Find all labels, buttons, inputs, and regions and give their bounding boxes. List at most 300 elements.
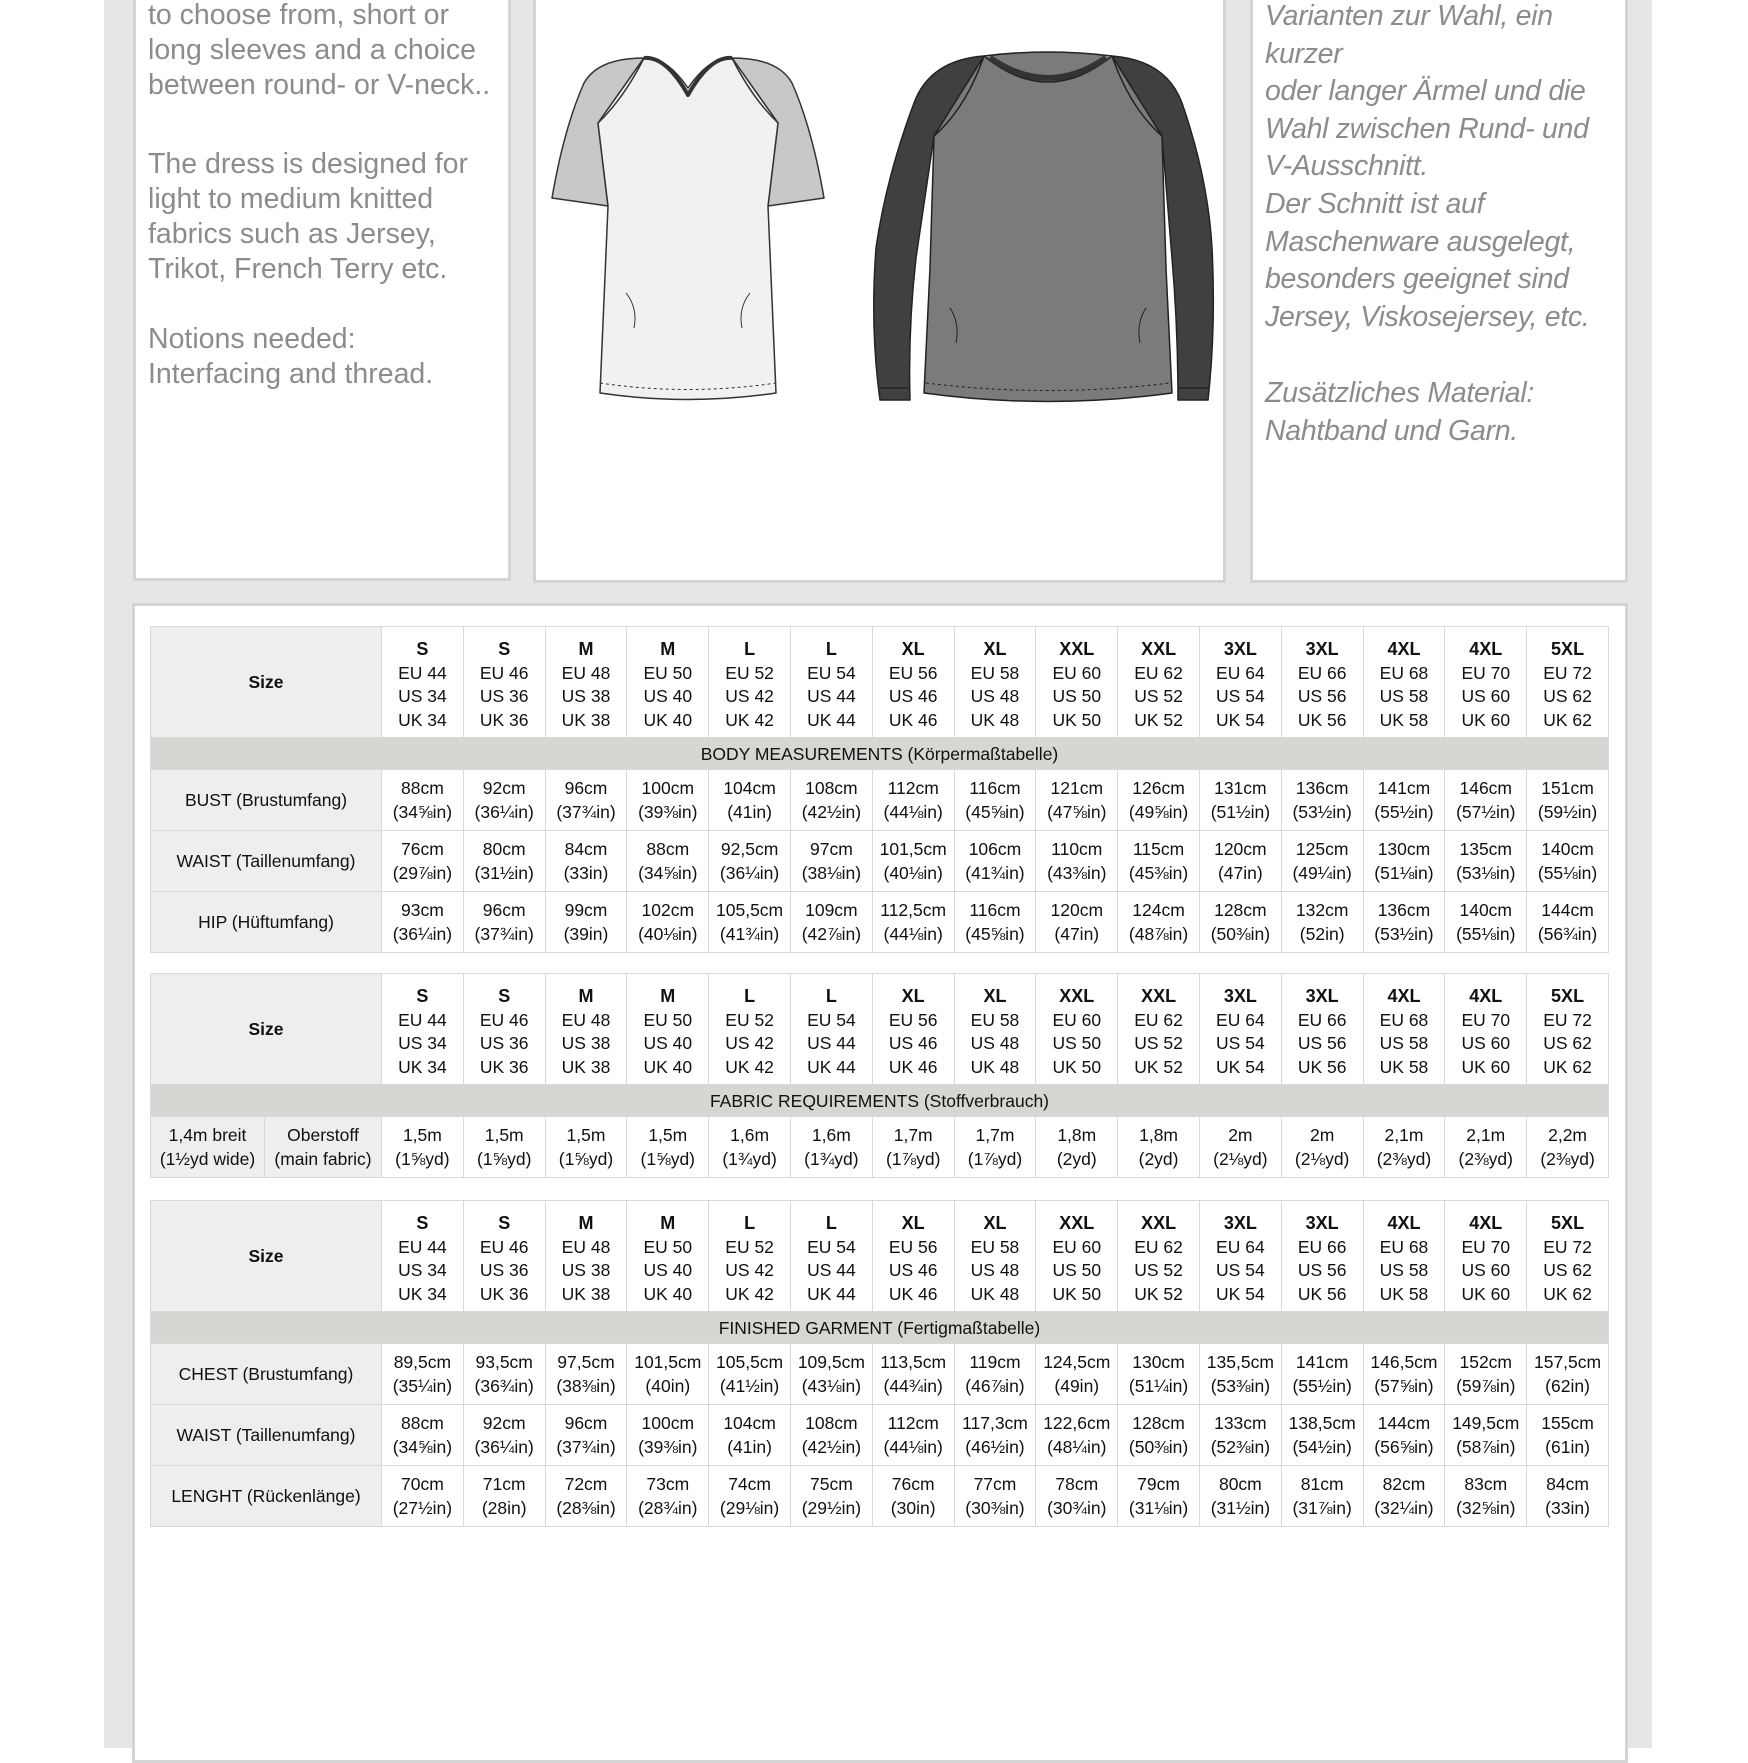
measurement-label: CHEST (Brustumfang) <box>151 1344 382 1405</box>
measurement-cell <box>1363 770 1445 831</box>
value-inches: (51⅛in) <box>1374 863 1434 883</box>
value-inches: (40in) <box>645 1376 691 1396</box>
measurement-cell <box>1363 1344 1445 1405</box>
measurement-cell <box>1036 892 1118 953</box>
size-header-row <box>151 974 1609 1085</box>
measurement-cell <box>872 892 954 953</box>
us-size: US 56 <box>1297 1260 1347 1281</box>
measurement-cell <box>790 1466 872 1527</box>
size-column-header <box>545 627 627 738</box>
size-code: S <box>498 985 511 1006</box>
value-cm: 141cm <box>1377 778 1431 798</box>
measurement-cell <box>1363 1405 1445 1466</box>
size-code: XL <box>983 638 1007 659</box>
german-fabric-note <box>1265 186 1590 336</box>
size-column-header <box>382 1201 464 1312</box>
eu-size: EU 60 <box>1052 662 1102 683</box>
uk-size: UK 58 <box>1379 709 1429 730</box>
value-inches: (61in) <box>1545 1437 1590 1457</box>
us-size: US 58 <box>1379 1260 1429 1281</box>
uk-size: UK 52 <box>1134 1283 1183 1304</box>
us-size: US 46 <box>888 1260 938 1281</box>
size-code: L <box>744 638 756 659</box>
us-size: US 58 <box>1379 1033 1429 1054</box>
measurement-cell <box>1445 831 1527 892</box>
text-line: fabrics such as Jersey, <box>148 218 436 250</box>
value-cm: 76cm <box>401 839 444 859</box>
text-line: The dress is designed for <box>148 148 468 180</box>
uk-size: UK 60 <box>1461 709 1511 730</box>
measurement-cell <box>709 770 791 831</box>
size-column-header <box>790 1201 872 1312</box>
value-cm: 101,5cm <box>879 839 947 859</box>
value-inches: (48⅞in) <box>1128 924 1189 944</box>
english-intro <box>148 0 490 103</box>
value-cm: 80cm <box>1218 1474 1262 1494</box>
german-notions <box>1265 375 1534 450</box>
us-size: US 38 <box>561 686 611 707</box>
value-cm: 72cm <box>564 1474 608 1494</box>
measurement-cell <box>382 770 464 831</box>
value-inches: (33in) <box>1545 1498 1590 1518</box>
value-cm: 112cm <box>887 778 939 798</box>
value-inches: (55½in) <box>1292 1376 1352 1396</box>
value-inches: (53⅛in) <box>1456 863 1516 883</box>
size-code: XXL <box>1141 638 1177 659</box>
uk-size: UK 34 <box>398 709 447 730</box>
value-cm: 77cm <box>973 1474 1017 1494</box>
size-code: XL <box>983 1212 1007 1233</box>
us-size: US 44 <box>807 686 856 707</box>
uk-size: UK 52 <box>1134 1056 1183 1077</box>
value-inches: (41¾in) <box>719 924 780 944</box>
value-inches: (52⅜in) <box>1210 1437 1271 1457</box>
text-line: Varianten zur Wahl, ein kurzer <box>1265 0 1553 70</box>
value-inches: (44¾in) <box>883 1376 943 1396</box>
size-code: S <box>416 638 429 659</box>
value-inches: (27½in) <box>392 1498 453 1518</box>
size-code: XXL <box>1141 1212 1177 1233</box>
section-title-row <box>151 1085 1609 1117</box>
value-cm: 105,5cm <box>716 900 784 920</box>
size-header-row <box>151 1201 1609 1312</box>
size-column-header <box>463 1201 545 1312</box>
english-description-panel <box>133 0 511 581</box>
size-column-header <box>1527 974 1609 1085</box>
value-inches: (42½in) <box>801 1437 862 1457</box>
value-inches: (35¼in) <box>392 1376 453 1396</box>
measurement-cell <box>1036 1344 1118 1405</box>
size-code: 4XL <box>1469 638 1503 659</box>
value-cm: 144cm <box>1541 900 1594 920</box>
value-inches: (55½in) <box>1374 802 1434 822</box>
uk-size: UK 52 <box>1134 709 1183 730</box>
value-inches: (41in) <box>727 802 772 822</box>
uk-size: UK 38 <box>561 1283 611 1304</box>
value-inches: (28in) <box>481 1498 527 1518</box>
us-size: US 60 <box>1461 1260 1511 1281</box>
text-line: Interfacing and thread. <box>148 358 434 390</box>
size-column-header <box>790 627 872 738</box>
value-cm: 112cm <box>887 1413 939 1433</box>
value-cm: 112,5cm <box>880 900 947 920</box>
measurement-cell <box>1118 892 1200 953</box>
measurement-cell <box>627 831 709 892</box>
size-label: Size <box>151 974 382 1085</box>
value-meters: 2,1m <box>1384 1125 1424 1145</box>
us-size: US 34 <box>398 686 447 707</box>
value-inches: (36¼in) <box>474 802 534 822</box>
uk-size: UK 50 <box>1052 709 1102 730</box>
value-cm: 92cm <box>482 778 526 798</box>
value-meters: 1,8m <box>1139 1125 1179 1145</box>
size-column-header <box>1363 1201 1445 1312</box>
us-size: US 42 <box>725 1033 774 1054</box>
size-code: XXL <box>1059 1212 1095 1233</box>
garment-sketches <box>536 0 1223 580</box>
measurement-cell <box>382 892 464 953</box>
value-inches: (36¼in) <box>719 863 780 883</box>
measurement-cell <box>1445 1466 1527 1527</box>
uk-size: UK 48 <box>970 1056 1020 1077</box>
size-code: L <box>825 1212 837 1233</box>
uk-size: UK 42 <box>725 709 774 730</box>
us-size: US 54 <box>1216 686 1265 707</box>
size-code: M <box>660 985 676 1006</box>
fabric-amount-cell <box>1527 1117 1609 1178</box>
size-label: Size <box>151 627 382 738</box>
size-code: L <box>825 985 837 1006</box>
measurement-cell <box>709 892 791 953</box>
measurement-cell <box>1118 1344 1200 1405</box>
value-inches: (49⅝in) <box>1128 802 1189 822</box>
value-cm: 88cm <box>401 778 444 798</box>
value-inches: (47in) <box>1054 924 1100 944</box>
text-line: long sleeves and a choice <box>148 34 476 66</box>
value-yards: (2⅜yd) <box>1458 1149 1513 1169</box>
measurement-cell <box>1118 1405 1200 1466</box>
value-inches: (49¼in) <box>1292 863 1352 883</box>
measurement-cell <box>954 1405 1036 1466</box>
measurement-cell <box>709 1405 791 1466</box>
value-inches: (59⅞in) <box>1456 1376 1516 1396</box>
us-size: US 38 <box>561 1260 611 1281</box>
size-column-header <box>1445 627 1527 738</box>
uk-size: UK 46 <box>888 1283 938 1304</box>
us-size: US 60 <box>1461 1033 1511 1054</box>
value-cm: 92cm <box>482 1413 526 1433</box>
eu-size: EU 46 <box>479 662 529 683</box>
eu-size: EU 46 <box>479 1009 529 1030</box>
value-cm: 128cm <box>1132 1413 1185 1433</box>
value-inches: (48¼in) <box>1047 1437 1107 1457</box>
measurement-cell <box>1199 1405 1281 1466</box>
us-size: US 36 <box>479 1033 529 1054</box>
section-title-row <box>151 1312 1609 1344</box>
uk-size: UK 44 <box>807 1283 856 1304</box>
measurement-cell <box>1527 892 1609 953</box>
value-inches: (40⅛in) <box>883 863 943 883</box>
measurement-cell <box>463 1405 545 1466</box>
value-cm: 133cm <box>1214 1413 1267 1433</box>
measurement-cell <box>1281 1466 1363 1527</box>
fabric-amount-cell <box>1036 1117 1118 1178</box>
eu-size: EU 66 <box>1297 1236 1347 1257</box>
fabric-amount-cell <box>709 1117 791 1178</box>
value-meters: 1,7m <box>893 1125 933 1145</box>
value-yards: (2⅛yd) <box>1213 1149 1268 1169</box>
size-column-header <box>1527 627 1609 738</box>
value-cm: 97,5cm <box>557 1352 615 1372</box>
eu-size: EU 70 <box>1461 1009 1511 1030</box>
us-size: US 36 <box>479 1260 529 1281</box>
size-code: L <box>744 1212 756 1233</box>
value-cm: 135,5cm <box>1206 1352 1274 1372</box>
us-size: US 48 <box>970 1033 1020 1054</box>
value-inches: (39in) <box>563 924 609 944</box>
size-column-header <box>1445 1201 1527 1312</box>
value-inches: (43⅛in) <box>801 1376 862 1396</box>
value-cm: 81cm <box>1300 1474 1344 1494</box>
value-inches: (50⅜in) <box>1210 924 1271 944</box>
us-size: US 50 <box>1052 1260 1102 1281</box>
value-inches: (53½in) <box>1292 802 1352 822</box>
value-meters: 1,6m <box>730 1125 770 1145</box>
value-inches: (31⅛in) <box>1128 1498 1189 1518</box>
measurement-cell <box>1281 1344 1363 1405</box>
measurement-cell <box>1199 892 1281 953</box>
value-inches: (45⅜in) <box>1128 863 1189 883</box>
eu-size: EU 56 <box>888 1009 938 1030</box>
size-column-header <box>545 974 627 1085</box>
measurement-cell <box>545 831 627 892</box>
value-cm: 88cm <box>401 1413 444 1433</box>
measurement-cell <box>1199 1466 1281 1527</box>
eu-size: EU 44 <box>398 662 447 683</box>
fabric-amount-cell <box>1281 1117 1363 1178</box>
text-line: Maschenware ausgelegt, <box>1265 225 1576 258</box>
value-cm: 130cm <box>1377 839 1431 859</box>
size-column-header <box>954 1201 1036 1312</box>
uk-size: UK 58 <box>1379 1056 1429 1077</box>
size-column-header <box>1445 974 1527 1085</box>
size-column-header <box>627 627 709 738</box>
value-cm: 89,5cm <box>393 1352 452 1372</box>
size-column-header <box>1281 1201 1363 1312</box>
value-inches: (51¼in) <box>1128 1376 1189 1396</box>
measurement-cell <box>1036 770 1118 831</box>
us-size: US 42 <box>725 686 774 707</box>
measurement-cell <box>463 1344 545 1405</box>
us-size: US 34 <box>398 1033 447 1054</box>
value-inches: (55⅛in) <box>1456 924 1516 944</box>
value-meters: 1,5m <box>648 1125 688 1145</box>
us-size: US 46 <box>888 1033 938 1054</box>
size-column-header <box>954 627 1036 738</box>
eu-size: EU 44 <box>398 1009 447 1030</box>
us-size: US 48 <box>970 1260 1020 1281</box>
eu-size: EU 62 <box>1134 1236 1183 1257</box>
value-inches: (37¾in) <box>556 802 616 822</box>
eu-size: EU 58 <box>970 1236 1020 1257</box>
measurement-cell <box>872 1466 954 1527</box>
value-inches: (34⅝in) <box>392 802 453 822</box>
value-cm: 73cm <box>646 1474 690 1494</box>
value-inches: (29⅞in) <box>392 863 453 883</box>
size-code: 4XL <box>1387 985 1421 1006</box>
section-title-row <box>151 738 1609 770</box>
value-yards: (2⅛yd) <box>1294 1149 1350 1169</box>
value-cm: 121cm <box>1050 778 1104 798</box>
fabric-row <box>151 1117 1609 1178</box>
eu-size: EU 50 <box>643 662 693 683</box>
value-cm: 93,5cm <box>475 1352 533 1372</box>
eu-size: EU 66 <box>1297 1009 1347 1030</box>
measurement-cell <box>1527 770 1609 831</box>
eu-size: EU 56 <box>888 1236 938 1257</box>
us-size: US 40 <box>643 1260 693 1281</box>
value-inches: (33in) <box>563 863 609 883</box>
value-cm: 93cm <box>401 900 444 920</box>
measurement-cell <box>709 1466 791 1527</box>
measurement-cell <box>954 831 1036 892</box>
eu-size: EU 58 <box>970 662 1020 683</box>
size-code: 5XL <box>1551 638 1585 659</box>
value-cm: 82cm <box>1382 1474 1426 1494</box>
size-code: 3XL <box>1305 985 1339 1006</box>
value-meters: 2m <box>1228 1125 1253 1145</box>
us-size: US 56 <box>1297 1033 1347 1054</box>
size-code: 3XL <box>1223 638 1257 659</box>
measurement-cell <box>627 1344 709 1405</box>
size-column-header <box>1363 974 1445 1085</box>
eu-size: EU 52 <box>725 1009 774 1030</box>
value-cm: 78cm <box>1055 1474 1099 1494</box>
measurement-cell <box>790 892 872 953</box>
measurement-cell <box>382 1466 464 1527</box>
value-cm: 104cm <box>723 1413 776 1433</box>
value-inches: (57½in) <box>1456 802 1516 822</box>
eu-size: EU 48 <box>561 662 611 683</box>
fabric-amount-cell <box>954 1117 1036 1178</box>
measurement-row <box>151 1344 1609 1405</box>
size-code: M <box>578 638 594 659</box>
measurement-cell <box>463 831 545 892</box>
measurement-row <box>151 770 1609 831</box>
value-inches: (38⅛in) <box>801 863 862 883</box>
size-column-header <box>1199 1201 1281 1312</box>
us-size: US 52 <box>1134 1033 1183 1054</box>
uk-size: UK 34 <box>398 1056 447 1077</box>
value-inches: (44⅛in) <box>883 1437 943 1457</box>
value-cm: 131cm <box>1214 778 1267 798</box>
value-yards: (2⅜yd) <box>1540 1149 1595 1169</box>
value-inches: (36¾in) <box>474 1376 534 1396</box>
fabric-width-label <box>151 1117 265 1178</box>
value-cm: 120cm <box>1214 839 1267 859</box>
eu-size: EU 70 <box>1461 1236 1511 1257</box>
eu-size: EU 64 <box>1216 1236 1265 1257</box>
fabric-amount-cell <box>627 1117 709 1178</box>
value-meters: 1,5m <box>484 1125 524 1145</box>
measurement-cell <box>463 770 545 831</box>
value-yards: (1⅝yd) <box>640 1149 696 1169</box>
value-cm: 80cm <box>482 839 526 859</box>
value-inches: (54½in) <box>1292 1437 1352 1457</box>
english-fabric-note <box>148 147 468 287</box>
value-meters: 2,2m <box>1548 1125 1587 1145</box>
measurement-cell <box>382 831 464 892</box>
us-size: US 46 <box>888 686 938 707</box>
value-inches: (41in) <box>727 1437 772 1457</box>
size-column-header <box>872 974 954 1085</box>
value-cm: 113,5cm <box>880 1352 947 1372</box>
measurement-cell <box>1118 770 1200 831</box>
value-meters: 2m <box>1310 1125 1335 1145</box>
uk-size: UK 50 <box>1052 1283 1102 1304</box>
size-column-header <box>463 974 545 1085</box>
measurement-cell <box>1199 770 1281 831</box>
uk-size: UK 56 <box>1297 709 1347 730</box>
value-cm: 124,5cm <box>1043 1352 1111 1372</box>
measurement-cell <box>545 1466 627 1527</box>
uk-size: UK 38 <box>561 709 611 730</box>
measurement-cell <box>872 770 954 831</box>
measurement-cell <box>1527 831 1609 892</box>
value-cm: 101,5cm <box>634 1352 702 1372</box>
german-intro <box>1265 0 1625 186</box>
size-column-header <box>1036 1201 1118 1312</box>
size-code: XXL <box>1059 985 1095 1006</box>
us-size: US 50 <box>1052 1033 1102 1054</box>
measurement-cell <box>1527 1344 1609 1405</box>
eu-size: EU 70 <box>1461 662 1511 683</box>
measurement-cell <box>1281 770 1363 831</box>
fabric-amount-cell <box>1199 1117 1281 1178</box>
value-inches: (39⅜in) <box>638 802 698 822</box>
uk-size: UK 44 <box>807 1056 856 1077</box>
fabric-requirements-table <box>150 973 1609 1178</box>
text-line: V-Ausschnitt. <box>1265 150 1428 182</box>
size-column-header <box>709 974 791 1085</box>
value-cm: 96cm <box>482 900 526 920</box>
value-inches: (56⅝in) <box>1374 1437 1434 1457</box>
text-line: 1,4m breit <box>168 1125 247 1145</box>
value-cm: 122,6cm <box>1043 1413 1111 1433</box>
value-inches: (40⅛in) <box>638 924 698 944</box>
size-column-header <box>1118 627 1200 738</box>
german-description-panel <box>1250 0 1628 583</box>
value-cm: 144cm <box>1377 1413 1431 1433</box>
measurement-cell <box>1118 1466 1200 1527</box>
measurement-cell <box>1199 1344 1281 1405</box>
eu-size: EU 60 <box>1052 1009 1102 1030</box>
us-size: US 56 <box>1297 686 1347 707</box>
section-title: FABRIC REQUIREMENTS (Stoffverbrauch) <box>151 1085 1609 1117</box>
us-size: US 42 <box>725 1260 774 1281</box>
uk-size: UK 40 <box>643 1283 693 1304</box>
eu-size: EU 64 <box>1216 662 1265 683</box>
value-inches: (47in) <box>1217 863 1263 883</box>
us-size: US 58 <box>1379 686 1429 707</box>
eu-size: EU 54 <box>807 662 856 683</box>
size-code: XXL <box>1059 638 1095 659</box>
size-code: 4XL <box>1387 638 1421 659</box>
measurement-label: WAIST (Taillenumfang) <box>151 831 382 892</box>
size-column-header <box>709 1201 791 1312</box>
uk-size: UK 40 <box>643 1056 693 1077</box>
size-column-header <box>1118 974 1200 1085</box>
